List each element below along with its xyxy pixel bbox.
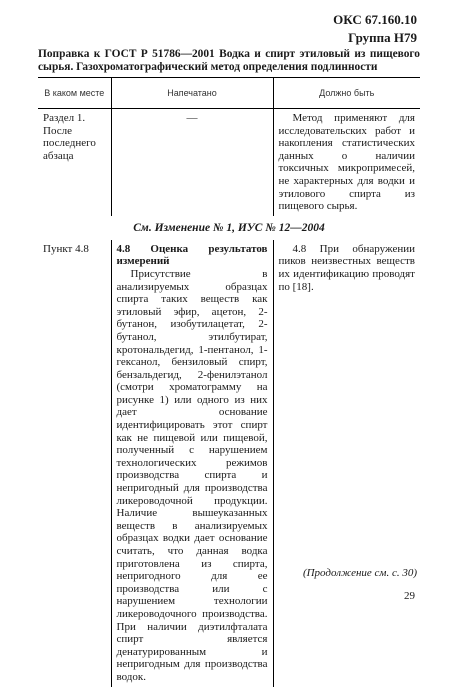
table-header-row [38, 78, 420, 109]
col-header-where: В каком месте [38, 78, 111, 109]
row2-printed-body: Присутствие в анализируемых образцах спирта таких веществ как этиловый эфир, ацетон, 2-бутанон, изобутилацетат, 2-бутанол, этилбутират, кротональдегид, 1-пентанол, 1-гексанол, бензиловый спирт, бензальдегид, 2-фенилэтанол (смотри хроматограмму на рисунке 1) или одного из них дает основание идентифицировать этот спирт как не пищевой или пищевой, полученный с нарушением технологических режимов производства спирта и непригодный для производства ликероводочной продукции. Наличие вышеуказанных веществ в анализируемых образцах водки дает основание считать, что данная водка приготовлена из спирта, непригодного для ее производства или с нарушением технологии ликероводочного производства. При наличии диэтилфталата спирт является денатурированным и непригодным для производства водок. [116, 267, 268, 683]
row2-where: Пункт 4.8 [43, 242, 89, 255]
row1-should-be: Метод применяют для исследовательских работ и накопления статистических данных о наличии токсичных микропримесей, не характерных для водки и этилового спирта из пищевого сырья. [273, 109, 420, 216]
page-number: 29 [404, 590, 415, 602]
okc-code: ОКС 67.160.10 [333, 12, 417, 27]
table-row [38, 240, 420, 687]
row2-should-be: 4.8 При обнаружении пиков неизвестных веществ их идентификацию проводят по [18]. [273, 240, 420, 687]
amendment-table [38, 77, 420, 687]
amendment-title: Поправка к ГОСТ Р 51786—2001 Водка и спирт этиловый из пищевого сырья. Газохроматографический метод определения подлинности [38, 48, 420, 73]
row2-printed [111, 240, 273, 687]
col-header-should-be: Должно быть [273, 78, 420, 109]
table-row [38, 109, 420, 216]
group-code: Группа Н79 [348, 30, 417, 45]
change-note: См. Изменение № 1, ИУС № 12—2004 [133, 221, 325, 234]
change-note-row [38, 216, 420, 240]
col-header-printed: Напечатано [111, 78, 273, 109]
continuation-note: (Продолжение см. с. 30) [302, 567, 417, 579]
row1-where: Раздел 1. После последнего абзаца [43, 112, 96, 162]
row1-printed: — [111, 109, 273, 216]
row2-printed-heading: 4.8 Оценка результатов измерений [116, 242, 268, 268]
